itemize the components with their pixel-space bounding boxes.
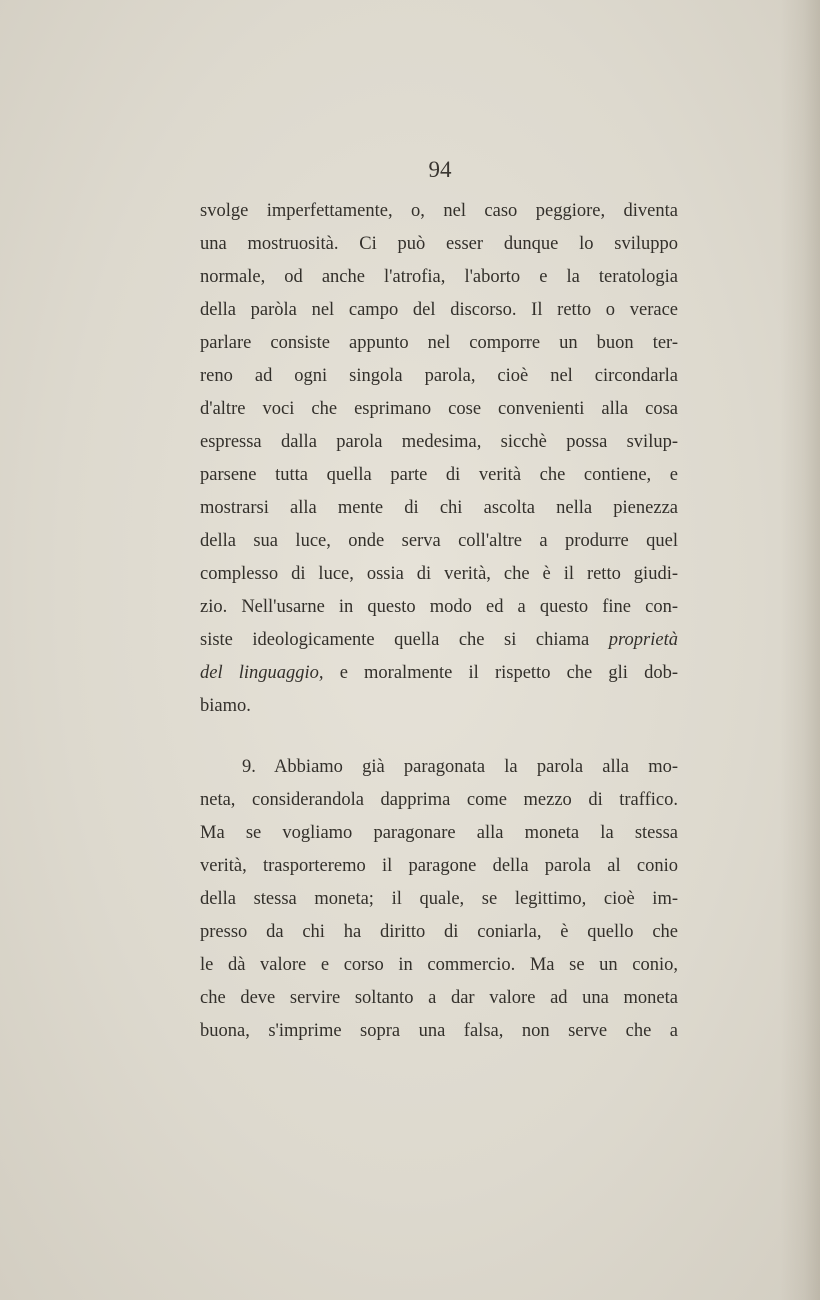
italic-term: proprietà <box>608 630 678 650</box>
paragraph-2 <box>200 751 678 1048</box>
text-line-last: biamo. <box>200 696 251 716</box>
italic-term: del linguaggio, <box>200 663 324 683</box>
paragraph-1 <box>200 195 678 723</box>
text-line-with-italic <box>200 624 678 657</box>
text-line: zio. Nell'usarne in questo modo ed a questo fine con- <box>200 597 678 617</box>
text-line: mostrarsi alla mente di chi ascolta nella pienezza <box>200 498 678 518</box>
text-line: neta, considerandola dapprima come mezzo di traffico. <box>200 790 678 810</box>
text-line: presso da chi ha diritto di coniarla, è quello che <box>200 922 678 942</box>
text-line-first: 9. Abbiamo già paragonata la parola alla mo- <box>242 757 678 777</box>
text-line: buona, s'imprime sopra una falsa, non serve che a <box>200 1021 678 1041</box>
text-line: che deve servire soltanto a dar valore ad una moneta <box>200 988 678 1008</box>
text-line: della stessa moneta; il quale, se legittimo, cioè im- <box>200 889 678 909</box>
text-line: una mostruosità. Ci può esser dunque lo sviluppo <box>200 234 678 254</box>
text-line: Ma se vogliamo paragonare alla moneta la stessa <box>200 823 678 843</box>
text-line: svolge imperfettamente, o, nel caso peggiore, diventa <box>200 201 678 221</box>
page-number: 94 <box>428 157 452 182</box>
text-line: della sua luce, onde serva coll'altre a produrre quel <box>200 531 678 551</box>
text-line: espressa dalla parola medesima, sicchè possa svilup- <box>200 432 678 452</box>
text-line-with-italic <box>200 657 678 690</box>
text-line: le dà valore e corso in commercio. Ma se un conio, <box>200 955 678 975</box>
text-line: verità, trasporteremo il paragone della parola al conio <box>200 856 678 876</box>
text-line: normale, od anche l'atrofia, l'aborto e la teratologia <box>200 267 678 287</box>
text-line: della paròla nel campo del discorso. Il retto o verace <box>200 300 678 320</box>
text-line: reno ad ogni singola parola, cioè nel circondarla <box>200 366 678 386</box>
text-line: parsene tutta quella parte di verità che contiene, e <box>200 465 678 485</box>
page-edge-shadow <box>780 0 820 1300</box>
text-line: d'altre voci che esprimano cose convenienti alla cosa <box>200 399 678 419</box>
text-line: complesso di luce, ossia di verità, che è il retto giudi- <box>200 564 678 584</box>
text-segment: siste ideologicamente quella che si chiama <box>200 630 590 650</box>
text-line: parlare consiste appunto nel comporre un buon ter- <box>200 333 678 353</box>
text-segment: e moralmente il rispetto che gli dob- <box>323 663 678 683</box>
